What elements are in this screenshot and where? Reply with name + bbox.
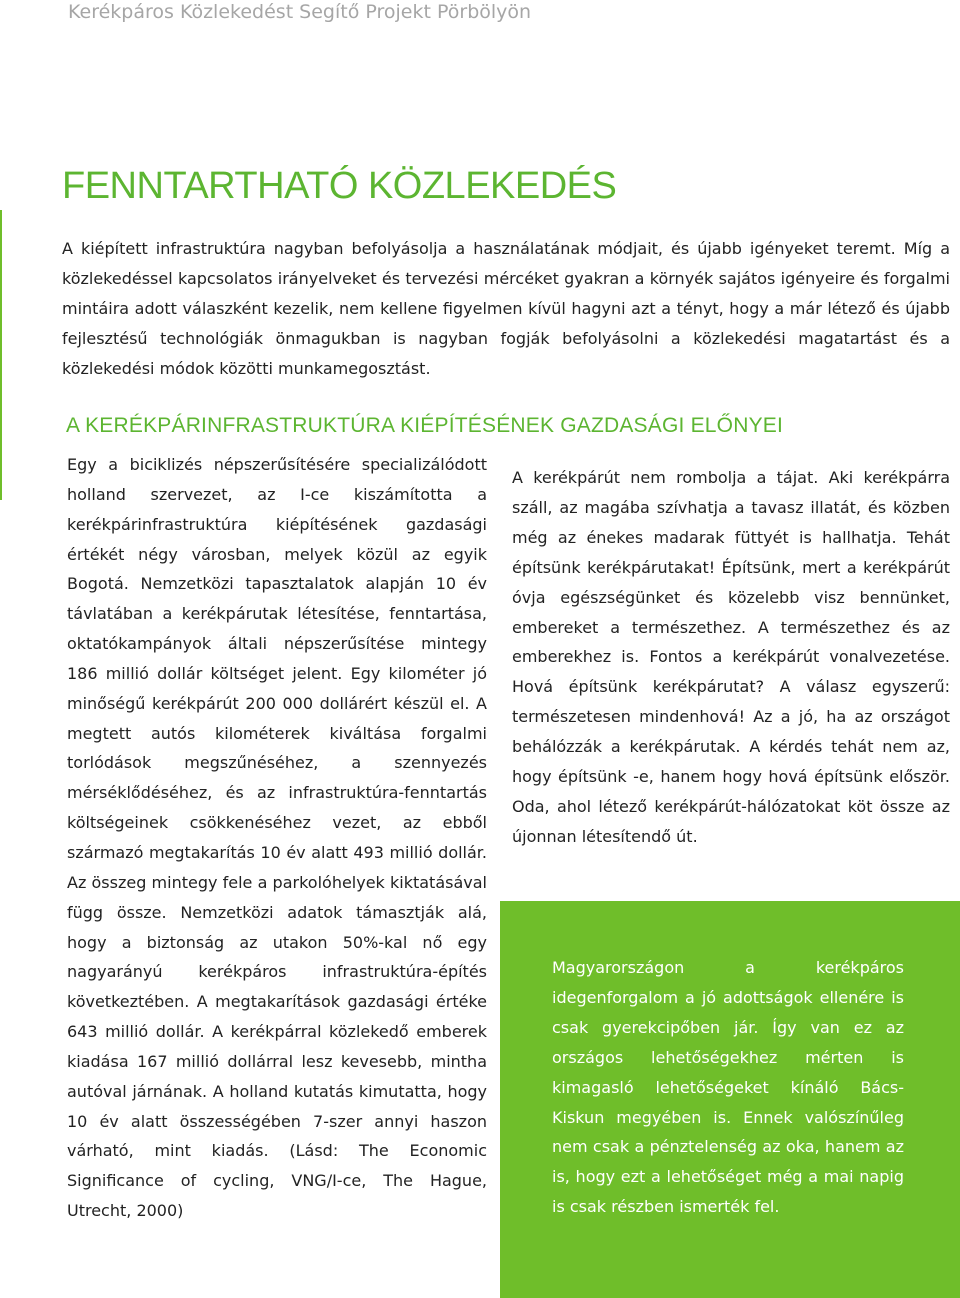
intro-paragraph: A kiépített infrastruktúra nagyban befolyásolja a használatának módjait, és újabb igényeket teremt. Míg a közlekedéssel kapcsolatos irányelveket és tervezési mércéket gyakran a környék sajátos igényeire és forgalmi mintáira adott válaszként kezelik, nem kellene figyelmen kívül hagyni azt a tényt, hogy a már létező és újabb fejlesztésű technológiák önmagukban is nagyban fogják befolyásolni a közlekedési magatartást és a közlekedési módok közötti munkamegosztást. bbox=[62, 239, 950, 378]
section-heading: A KERÉKPÁRINFRASTRUKTÚRA KIÉPÍTÉSÉNEK GAZDASÁGI ELŐNYEI bbox=[66, 414, 784, 437]
right-column-paragraph: A kerékpárút nem rombolja a tájat. Aki kerékpárra száll, az magába szívhatja a tavasz illatát, és közben még az énekes madarak füttyét is hallhatja. Tehát építsünk kerékpárutakat! Építsünk, mert a kerékpárút óvja egészségünket és közelebb visz bennünket, embereket a természethez. A természethez és az emberekhez is. Fontos a kerékpárút vonalvezetése. Hová építsünk kerékpárutat? A válasz egyszerű: természetesen mindenhová! Az a jó, ha az országot behálózzák a kerékpárutak. A kérdés tehát nem az, hogy építsünk -e, hanem hogy hová építsünk először. Oda, ahol létező kerékpárút-hálózatokat köt össze az újonnan létesítendő út. bbox=[512, 468, 950, 846]
highlight-box bbox=[500, 901, 960, 1298]
running-header: Kerékpáros Közlekedést Segítő Projekt Pörbölyön bbox=[68, 1, 532, 23]
left-accent-rule bbox=[0, 210, 2, 500]
highlight-box-text: Magyarországon a kerékpáros idegenforgalom a jó adottságok ellenére is csak gyerekcipőben jár. Így van ez az országos lehetőségekhez mérten is kimagasló lehetőségeket kínáló Bács-Kiskun megyében is. Ennek valószínűleg nem csak a pénztelenség az oka, hanem az is, hogy ezt a lehetőséget még a mai napig is csak részben ismerték fel. bbox=[552, 958, 904, 1217]
page-title: FENNTARTHATÓ KÖZLEKEDÉS bbox=[62, 165, 617, 207]
left-column-paragraph: Egy a biciklizés népszerűsítésére specializálódott holland szervezet, az I-ce kiszámította a kerékpárinfrastruktúra kiépítésének gazdasági értékét négy városban, melyek közül az egyik Bogotá. Nemzetközi tapasztalatok alapján 10 év távlatában a kerékpárutak létesítése, fenntartása, oktatókampányok általi népszerűsítése mintegy 186 millió dollár költséget jelent. Egy kilométer jó minőségű kerékpárút 200 000 dollárért készül el. A megtett autós kilométerek kiváltása forgalmi torlódások megszűnéséhez, a szennyezés mérséklődéséhez, és az infrastruktúra-fenntartás költségeinek csökkenéséhez vezet, az ebből származó megtakarítás 10 év alatt 493 millió dollár. Az összeg mintegy fele a parkolóhelyek kiktatásával függ össze. Nemzetközi adatok támasztják alá, hogy a biztonság az utakon 50%-kal nő egy nagyarányú kerékpáros infrastruktúra-építés következtében. A megtakarítások gazdasági értéke 643 millió dollár. A kerékpárral közlekedő emberek kiadása 167 millió dollárral lesz kevesebb, mintha autóval járnának. A holland kutatás kimutatta, hogy 10 év alatt összességében 7-szer annyi haszon várható, mint kiadás. (Lásd: The Economic Significance of cycling, VNG/I-ce, The Hague, Utrecht, 2000) bbox=[67, 455, 487, 1221]
